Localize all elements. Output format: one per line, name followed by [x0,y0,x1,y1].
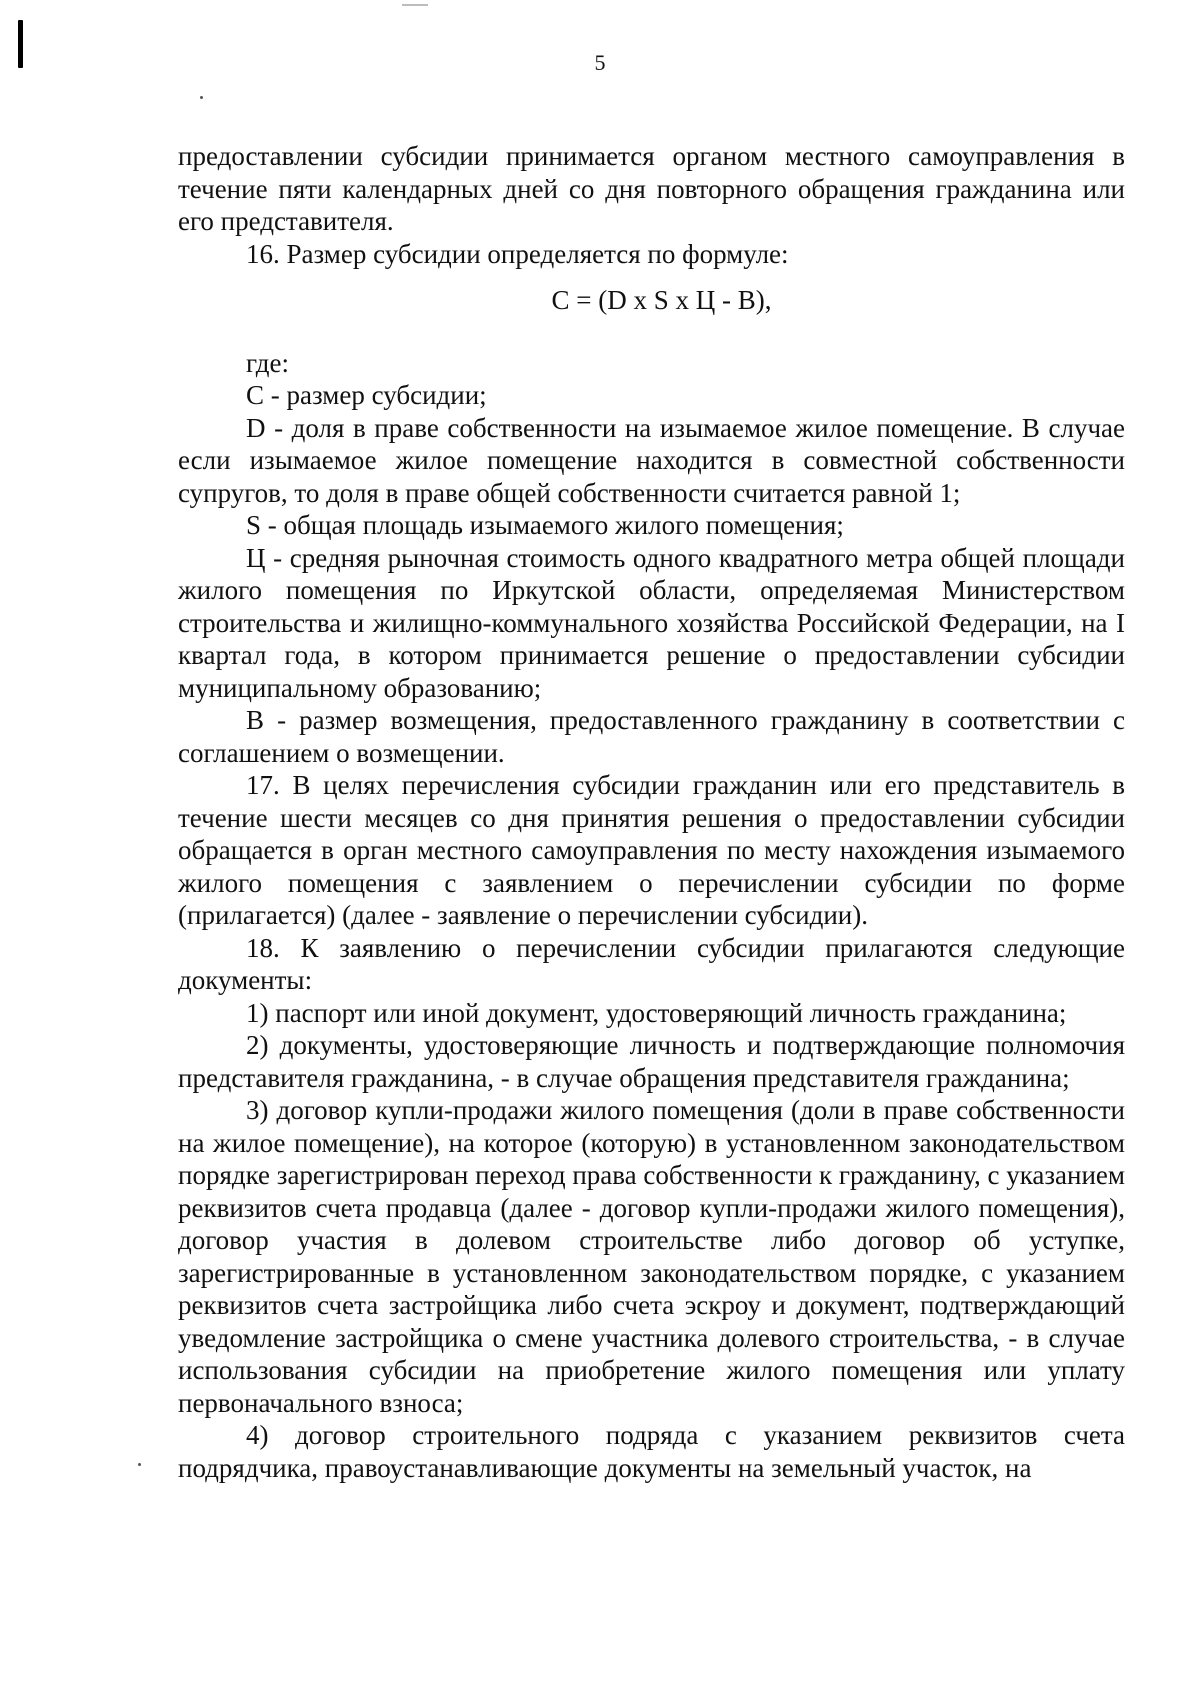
scan-smudge [402,4,428,6]
paragraph-16: 16. Размер субсидии определяется по формуле: [246,238,789,269]
definition-d: D - доля в праве собственности на изымаемое жилое помещение. В случае если изымаемое жилое помещение находится в совместной собственности супругов, то доля в праве общей собственности считается равной 1; [178,412,1125,508]
list-item-4: 4) договор строительного подряда с указанием реквизитов счета подрядчика, правоустанавливающие документы на земельный участок, на [178,1420,1125,1483]
scan-dot [138,1463,141,1466]
definition-ts: Ц - средняя рыночная стоимость одного квадратного метра общей площади жилого помещения по Иркутской области, определяемая Министерством строительства и жилищно-коммунального хозяйства Российской Федерации, на I квартал года, в котором принимается решение о предоставлении субсидии муниципальному образованию; [178,542,1125,703]
scan-dot [200,96,203,99]
definition-s: S - общая площадь изымаемого жилого помещения; [246,510,844,540]
paragraph-18: 18. К заявлению о перечислении субсидии прилагаются следующие документы: [178,932,1125,995]
paragraph-continuation: предоставлении субсидии принимается органом местного самоуправления в течение пяти календарных дней со дня повторного обращения гражданина или его представителя. [178,141,1125,236]
paragraph-17: 17. В целях перечисления субсидии гражданин или его представитель в течение шести месяцев со дня принятия решения о предоставлении субсидии обращается в орган местного самоуправления по месту нахождения изымаемого жилого помещения с заявлением о перечислении субсидии по форме (прилагается) (далее - заявление о перечислении субсидии). [178,770,1125,930]
definition-c: C - размер субсидии; [246,380,487,410]
subsidy-formula: C = (D x S x Ц - B), [551,285,772,315]
where-label: где: [246,347,289,378]
page-number: 5 [594,50,606,75]
definition-b: B - размер возмещения, предоставленного гражданину в соответствии с соглашением о возмещении. [178,705,1125,768]
list-item-2: 2) документы, удостоверяющие личность и подтверждающие полномочия представителя гражданина, - в случае обращения представителя гражданина; [178,1030,1125,1093]
document-body [178,140,1125,1484]
list-item-3: 3) договор купли-продажи жилого помещения (доли в праве собственности на жилое помещение), на которое (которую) в установленном законодательством порядке зарегистрирован переход права собственности к гражданину, с указанием реквизитов счета продавца (далее - договор купли-продажи жилого помещения), договор участия в долевом строительстве либо договор об уступке, зарегистрированные в установленном законодательством порядке, с указанием реквизитов счета застройщика либо счета эскроу и документ, подтверждающий уведомление застройщика о смене участника долевого строительства, - в случае использования субсидии на приобретение жилого помещения или уплату первоначального взноса; [178,1095,1126,1418]
list-item-1: 1) паспорт или иной документ, удостоверяющий личность гражданина; [246,997,1067,1028]
